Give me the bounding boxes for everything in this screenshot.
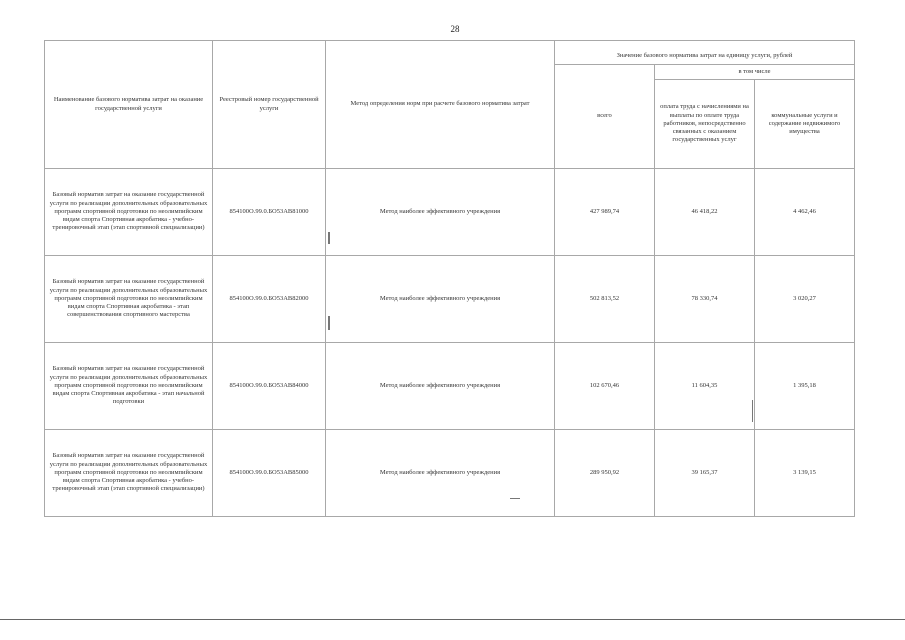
norm-name-cell: Базовый норматив затрат на оказание государственной услуги по реализации дополнительных образовательных программ спортивной подготовки по неолимпийским видам спорта Спортивная акробатика - этап начальной подготовки <box>45 343 213 430</box>
header-labor: оплата труда с начислениями на выплаты по оплате труда работников, непосредственно связанных с оказанием государственных услуг <box>655 80 755 169</box>
registry-number-cell: 854100О.99.0.БО53АВ82000 <box>213 256 326 343</box>
norm-name-cell: Базовый норматив затрат на оказание государственной услуги по реализации дополнительных образовательных программ спортивной подготовки по неолимпийским видам спорта Спортивная акробатика - этап совершенствования спортивного мастерства <box>45 256 213 343</box>
base-norms-table <box>44 40 855 517</box>
total-value-cell: 427 989,74 <box>555 169 655 256</box>
header-value-group: Значение базового норматива затрат на единицу услуги, рублей <box>555 41 855 65</box>
norm-name-cell: Базовый норматив затрат на оказание государственной услуги по реализации дополнительных образовательных программ спортивной подготовки по неолимпийским видам спорта Спортивная акробатика - учебно-тренировочный этап (этап спортивной специализации) <box>45 169 213 256</box>
labor-value-cell: 39 165,37 <box>655 430 755 517</box>
labor-value-cell: 11 604,35 <box>655 343 755 430</box>
scan-mark <box>752 400 753 422</box>
header-registry: Реестровый номер государственной услуги <box>213 41 326 169</box>
scan-mark <box>328 316 330 330</box>
header-method: Метод определения норм при расчете базового норматива затрат <box>326 41 555 169</box>
total-value-cell: 289 950,92 <box>555 430 655 517</box>
utilities-value-cell: 3 139,15 <box>755 430 855 517</box>
table-row <box>45 430 855 517</box>
utilities-value-cell: 3 020,27 <box>755 256 855 343</box>
scan-mark <box>328 232 330 244</box>
header-including: в том числе <box>655 65 855 80</box>
page-number: 28 <box>450 24 460 34</box>
method-cell: Метод наиболее эффективного учреждения <box>326 256 555 343</box>
labor-value-cell: 78 330,74 <box>655 256 755 343</box>
utilities-value-cell: 1 395,18 <box>755 343 855 430</box>
utilities-value-cell: 4 462,46 <box>755 169 855 256</box>
registry-number-cell: 854100О.99.0.БО53АВ81000 <box>213 169 326 256</box>
table-row <box>45 256 855 343</box>
total-value-cell: 102 670,46 <box>555 343 655 430</box>
registry-number-cell: 854100О.99.0.БО53АВ84000 <box>213 343 326 430</box>
method-cell: Метод наиболее эффективного учреждения <box>326 169 555 256</box>
header-utilities: коммунальные услуги и содержание недвижимого имущества <box>755 80 855 169</box>
header-name: Наименование базового норматива затрат на оказание государственной услуги <box>45 41 213 169</box>
method-cell: Метод наиболее эффективного учреждения <box>326 343 555 430</box>
table-row <box>45 343 855 430</box>
registry-number-cell: 854100О.99.0.БО53АВ85000 <box>213 430 326 517</box>
labor-value-cell: 46 418,22 <box>655 169 755 256</box>
scan-mark <box>510 498 520 499</box>
norm-name-cell: Базовый норматив затрат на оказание государственной услуги по реализации дополнительных образовательных программ спортивной подготовки по неолимпийским видам спорта Спортивная акробатика - учебно-тренировочный этап (этап спортивной специализации) <box>45 430 213 517</box>
page-bottom-rule <box>0 619 905 620</box>
method-cell: Метод наиболее эффективного учреждения <box>326 430 555 517</box>
table-row <box>45 169 855 256</box>
header-total: всего <box>555 65 655 169</box>
total-value-cell: 502 813,52 <box>555 256 655 343</box>
